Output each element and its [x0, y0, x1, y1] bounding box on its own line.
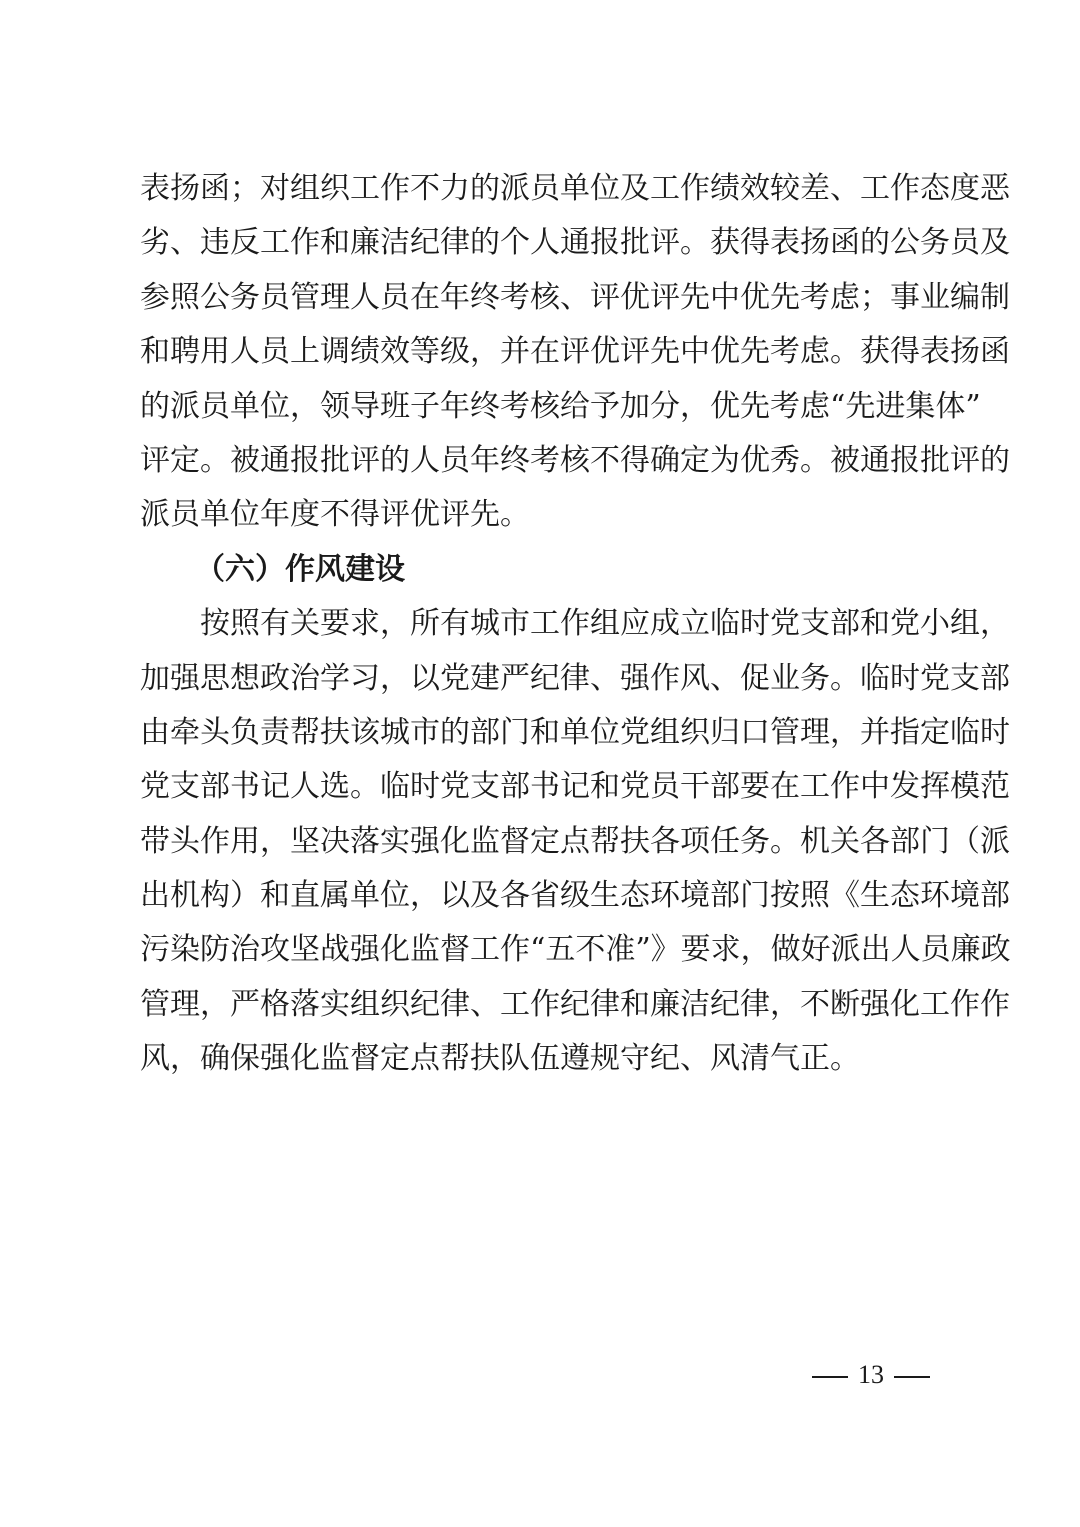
paragraph-line: 管理，严格落实组织纪律、工作纪律和廉洁纪律，不断强化工作作 — [140, 986, 1010, 1022]
dash-left — [812, 1376, 848, 1378]
paragraph-line: 加强思想政治学习，以党建严纪律、强作风、促业务。临时党支部 — [140, 660, 1010, 696]
paragraph-line: 劣、违反工作和廉洁纪律的个人通报批评。获得表扬函的公务员及 — [140, 225, 1010, 261]
page-number — [802, 1360, 940, 1390]
paragraph-line: 出机构）和直属单位，以及各省级生态环境部门按照《生态环境部 — [140, 878, 1010, 914]
paragraph-line: 派员单位年度不得评优评先。 — [140, 497, 530, 533]
section-heading: （六）作风建设 — [195, 551, 405, 587]
paragraph-line: 按照有关要求，所有城市工作组应成立临时党支部和党小组， — [200, 606, 1010, 642]
paragraph-line: 由牵头负责帮扶该城市的部门和单位党组织归口管理，并指定临时 — [140, 714, 1010, 750]
paragraph-line: 的派员单位，领导班子年终考核给予加分，优先考虑“先进集体” — [140, 388, 981, 424]
paragraph-line: 表扬函；对组织工作不力的派员单位及工作绩效较差、工作态度恶 — [140, 171, 1010, 206]
paragraph-line: 风，确保强化监督定点帮扶队伍遵规守纪、风清气正。 — [140, 1041, 860, 1077]
paragraph-line: 评定。被通报批评的人员年终考核不得确定为优秀。被通报批评的 — [140, 442, 1010, 478]
paragraph-line: 参照公务员管理人员在年终考核、评优评先中优先考虑；事业编制 — [140, 279, 1010, 315]
paragraph-line: 带头作用，坚决落实强化监督定点帮扶各项任务。机关各部门（派 — [140, 823, 1010, 859]
dash-right — [894, 1376, 930, 1378]
paragraph-line: 党支部书记人选。临时党支部书记和党员干部要在工作中发挥模范 — [140, 769, 1010, 805]
page-number-value: 13 — [858, 1360, 884, 1389]
body-text — [140, 162, 1011, 1087]
paragraph-line: 和聘用人员上调绩效等级，并在评优评先中优先考虑。获得表扬函 — [140, 334, 1010, 370]
paragraph-line: 污染防治攻坚战强化监督工作“五不准”》要求，做好派出人员廉政 — [140, 932, 1011, 968]
